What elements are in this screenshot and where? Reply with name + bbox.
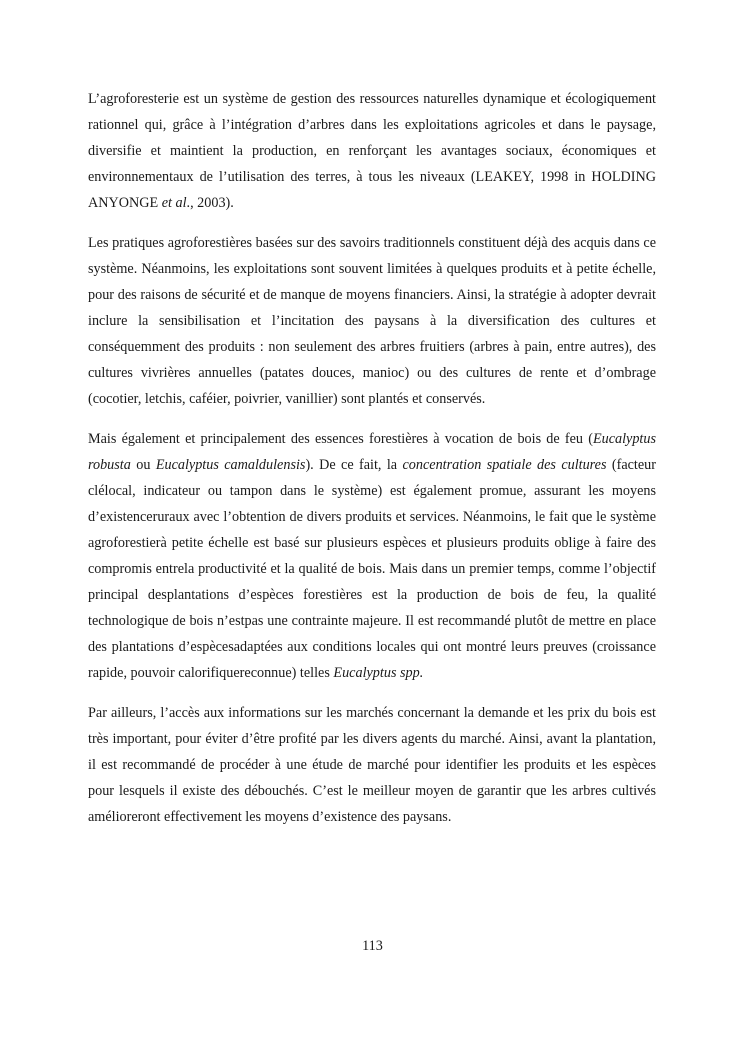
page-number: 113 [362,938,383,954]
paragraph-4-text: Par ailleurs, l’accès aux informations sur les marchés concernant la demande et les prix du bois est très important, pour éviter d’être profité par les divers agents du marché. Ainsi, avant la plantation, il est recommandé de procéder à une étude de marché pour identifier les produits et les espèces pour lesquels il existe des débouchés. C’est le meilleur moyen de garantir que les arbres cultivés amélioreront effectivement les moyens d’existence des paysans. [88,705,656,825]
paragraph-1 [88,86,656,216]
paragraph-2-text: Les pratiques agroforestières basées sur des savoirs traditionnels constituent déjà des acquis dans ce système. Néanmoins, les exploitations sont souvent limitées à quelques produits et à petite échelle, pour des raisons de sécurité et de manque de moyens financiers. Ainsi, la stratégie à adopter devrait inclure la sensibilisation et l’incitation des paysans à la diversification des cultures et conséquemment des produits : non seulement des arbres fruitiers (arbres à pain, entre autres), des cultures vivrières annuelles (patates douces, manioc) ou des cultures de rente et d’ombrage (cocotier, letchis, caféier, poivrier, vanillier) sont plantés et conservés. [88,235,656,407]
paragraph-3-text-body: (facteur clélocal, indicateur ou tampon dans le système) est également promue, assurant les moyens d’existenceruraux avec l’obtention de divers produits et services. Néanmoins, le fait que le système agroforestierà petite échelle est basé sur plusieurs espèces et plusieurs produits oblige à faire des compromis entrela productivité et la qualité de bois. Mais dans un premier temps, comme l’objectif principal desplantations d’espèces forestières est la production de bois de feu, la qualité technologique de bois n’estpas une contrainte majeure. Il est recommandé plutôt de mettre en place des plantations d’espècesadaptées aux conditions locales qui ont montré leurs preuves (croissance rapide, pouvoir calorifiquereconnue) telles [88,457,656,681]
paragraph-4 [88,700,656,830]
paragraph-3-text-start: Mais également et principalement des essences forestières à vocation de bois de feu ( [88,431,593,447]
paragraph-1-text-end: ., 2003). [186,195,234,211]
paragraph-2 [88,230,656,412]
paragraph-1-italic-et-al: et al [161,195,187,211]
body-text [88,86,656,844]
paragraph-3-italic-eucalyptus-camaldulensis: Eucalyptus camaldulensis [155,457,306,473]
paragraph-3-italic-concentration-spatiale: concentration spatiale des cultures [402,457,607,473]
paragraph-3 [88,426,656,686]
paragraph-3-text-ou: ou [130,457,156,473]
paragraph-3-italic-eucalyptus-spp: Eucalyptus spp. [333,665,424,681]
paragraph-1-text: L’agroforesterie est un système de gestion des ressources naturelles dynamique et écologiquement rationnel qui, grâce à l’intégration d’arbres dans les exploitations agricoles et dans le paysage, diversifie et maintient la production, en renforçant les avantages sociaux, économiques et environnementaux de l’utilisation des terres, à tous les niveaux (LEAKEY, 1998 in HOLDING ANYONGE [88,91,656,211]
paragraph-3-italic-eucalyptus-robusta: Eucalyptus robusta [88,431,656,473]
paragraph-3-text-de-ce-fait: ). De ce fait, la [305,457,403,473]
